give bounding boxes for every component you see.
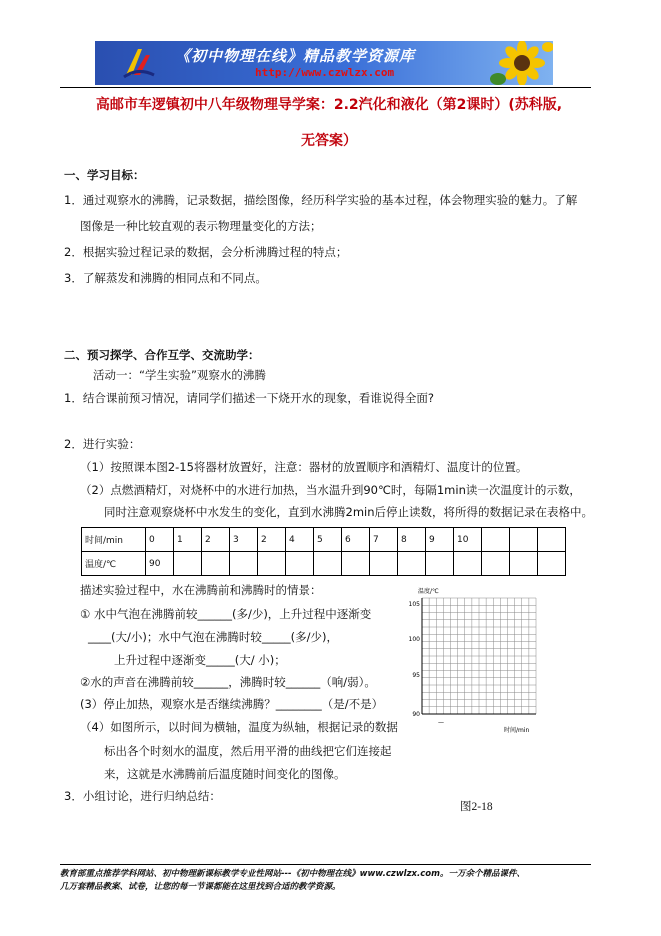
step-2-cont: 同时注意观察烧杯中水发生的变化，直到水沸腾2min后停止读数，将所得的数据记录在表格中。 xyxy=(104,505,593,519)
table-cell: 2 xyxy=(202,528,230,552)
objective-2: 2．根据实验过程记录的数据，会分析沸腾过程的特点； xyxy=(64,245,348,259)
table-cell xyxy=(314,552,342,576)
table-cell: 3 xyxy=(230,528,258,552)
table-cell: 9 xyxy=(426,528,454,552)
site-logo-icon xyxy=(120,45,156,81)
step-4: （4）如图所示，以时间为横轴，温度为纵轴，根据记录的数据 xyxy=(80,720,398,734)
step-4-cont1: 标出各个时刻水的温度，然后用平滑的曲线把它们连接起 xyxy=(104,744,392,758)
step-2: （2）点燃酒精灯，对烧杯中的水进行加热，当水温升到90℃时，每隔1min读一次温度计的示数， xyxy=(80,483,581,497)
table-cell: 2 xyxy=(258,528,286,552)
activity-label: 活动一：“学生实验”观察水的沸腾 xyxy=(93,368,266,382)
table-cell: 6 xyxy=(342,528,370,552)
section1-heading: 一、学习目标： xyxy=(64,168,145,182)
page-title-line1: 高邮市车逻镇初中八年级物理导学案：2.2汽化和液化（第2课时）(苏科版, xyxy=(95,97,563,113)
blank-graph-grid xyxy=(408,584,543,736)
step-1: （1）按照课本图2-15将器材放置好，注意：器材的放置顺序和酒精灯、温度计的位置。 xyxy=(80,460,528,474)
table-cell xyxy=(398,552,426,576)
describe-2: ②水的声音在沸腾前较______，沸腾时较______（响/弱）。 xyxy=(80,675,376,689)
table-cell xyxy=(510,528,538,552)
table-header-temp: 温度/℃ xyxy=(82,552,146,576)
table-cell: 4 xyxy=(286,528,314,552)
table-cell xyxy=(482,528,510,552)
table-cell xyxy=(174,552,202,576)
table-cell xyxy=(202,552,230,576)
table-cell xyxy=(538,552,566,576)
step-3: (3）停止加热，观察水是否继续沸腾？________（是/不是） xyxy=(80,697,384,711)
figure-caption: 图2-18 xyxy=(460,801,493,813)
banner-title: 《初中物理在线》精品教学资源库 xyxy=(175,47,416,65)
table-cell xyxy=(426,552,454,576)
step-4-cont2: 来，这就是水沸腾前后温度随时间变化的图像。 xyxy=(104,767,346,781)
graph-ytick: 100 xyxy=(408,636,420,643)
graph-xlabel: 时间/min xyxy=(504,727,530,734)
table-row-time xyxy=(82,528,566,552)
table-header-time: 时间/min xyxy=(82,528,146,552)
table-cell xyxy=(258,552,286,576)
table-row-temp xyxy=(82,552,566,576)
banner-url[interactable]: http://www.czwlzx.com xyxy=(255,66,395,79)
table-cell: 8 xyxy=(398,528,426,552)
table-cell: 0 xyxy=(146,528,174,552)
table-cell xyxy=(454,552,482,576)
sunflower-icon xyxy=(490,41,553,85)
graph-ytick: 95 xyxy=(412,672,420,679)
graph-ytick: 90 xyxy=(412,711,420,718)
table-cell: 1 xyxy=(174,528,202,552)
table-cell xyxy=(342,552,370,576)
table-cell: 7 xyxy=(370,528,398,552)
graph-x-origin: — xyxy=(438,719,444,726)
describe-intro: 描述实验过程中，水在沸腾前和沸腾时的情景： xyxy=(80,583,322,597)
table-cell: 5 xyxy=(314,528,342,552)
objective-3: 3．了解蒸发和沸腾的相同点和不同点。 xyxy=(64,271,267,285)
table-cell xyxy=(370,552,398,576)
header-divider xyxy=(60,87,591,88)
footer-divider xyxy=(60,864,591,865)
table-cell xyxy=(538,528,566,552)
objective-1: 1．通过观察水的沸腾，记录数据，描绘图像，经历科学实验的基本过程，体会物理实验的魅力。了解 xyxy=(64,193,578,207)
table-cell xyxy=(482,552,510,576)
table-cell xyxy=(230,552,258,576)
footer-line1: 教育部重点推荐学科网站、初中物理新课标教学专业性网站---《初中物理在线》www.czwlzx.com。一万余个精品课件、 xyxy=(60,869,525,879)
describe-1c: 上升过程中逐渐变_____(大/ 小)； xyxy=(114,653,286,667)
table-cell: 10 xyxy=(454,528,482,552)
page-title-line2: 无答案） xyxy=(301,133,357,149)
question-3: 3．小组讨论，进行归纳总结： xyxy=(64,789,221,803)
describe-1b: ____(大/小)；水中气泡在沸腾时较_____(多/少)， xyxy=(88,630,338,644)
table-cell xyxy=(286,552,314,576)
header-banner xyxy=(95,41,553,85)
graph-ylabel: 温度/℃ xyxy=(418,588,439,595)
data-table xyxy=(81,527,566,576)
table-cell: 90 xyxy=(146,552,174,576)
question-2: 2．进行实验： xyxy=(64,437,141,451)
section2-heading: 二、预习探学、合作互学、交流助学： xyxy=(64,348,260,362)
question-1: 1．结合课前预习情况，请同学们描述一下烧开水的现象，看谁说得全面? xyxy=(64,391,434,405)
footer-line2: 几万套精品教案、试卷，让您的每一节课都能在这里找到合适的教学资源。 xyxy=(60,882,341,892)
objective-1-cont: 图像是一种比较直观的表示物理量变化的方法； xyxy=(80,219,322,233)
graph-ytick: 105 xyxy=(408,601,420,608)
table-cell xyxy=(510,552,538,576)
describe-1a: ① 水中气泡在沸腾前较______(多/少)，上升过程中逐渐变 xyxy=(80,607,372,621)
